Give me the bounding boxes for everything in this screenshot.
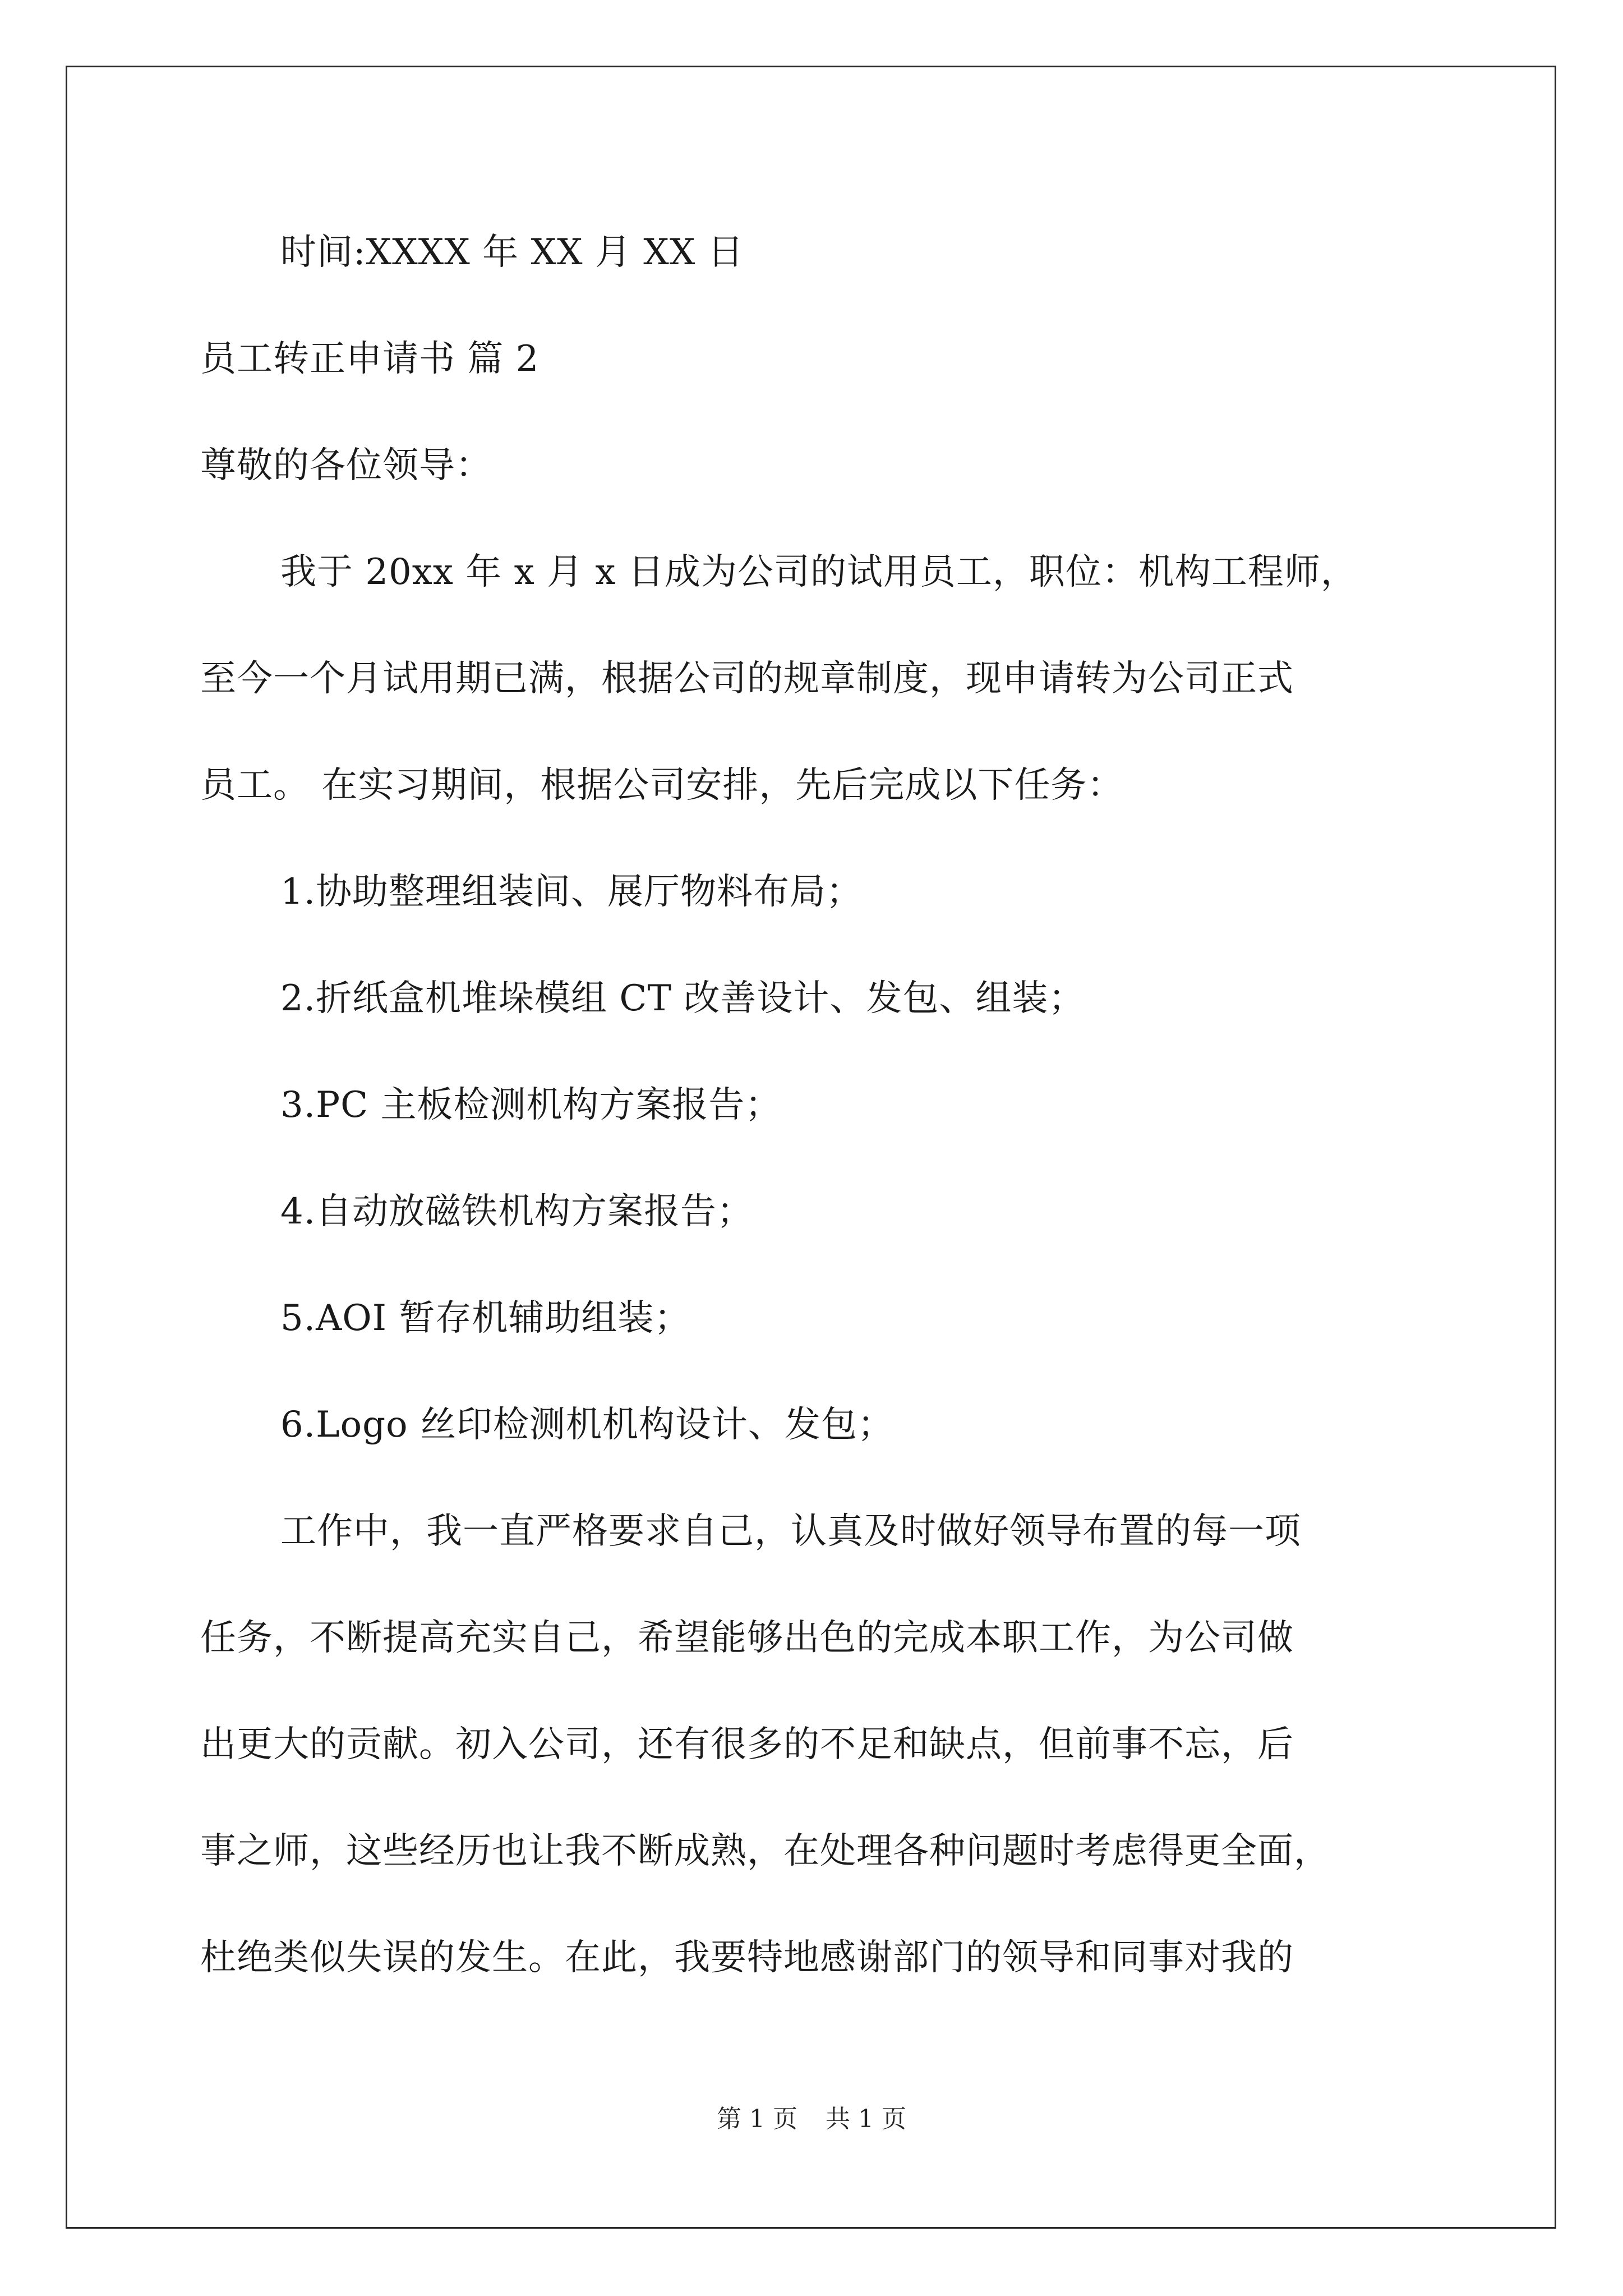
paragraph-line: 出更大的贡献。初入公司，还有很多的不足和缺点，但前事不忘，后 (200, 1724, 1294, 1765)
paragraph-line: 事之师，这些经历也让我不断成熟，在处理各种问题时考虑得更全面， (200, 1830, 1330, 1872)
task-item: 2.折纸盒机堆垛模组 CT 改善设计、发包、组装； (280, 978, 1085, 1019)
task-item: 1.协助整理组装间、展厅物料布局； (280, 871, 863, 913)
task-item: 5.AOI 暂存机辅助组装； (280, 1297, 691, 1339)
document-title: 员工转正申请书 篇 2 (200, 338, 540, 380)
salutation: 尊敬的各位领导： (200, 445, 492, 486)
page-border (66, 66, 1556, 2229)
task-item: 3.PC 主板检测机构方案报告； (280, 1084, 782, 1126)
paragraph-line: 我于 20xx 年 x 月 x 日成为公司的试用员工，职位：机构工程师， (280, 551, 1357, 593)
page-footer (0, 2104, 1623, 2135)
task-item: 4.自动放磁铁机构方案报告； (280, 1191, 754, 1232)
paragraph-line: 员工。 在实习期间，根据公司安排，先后完成以下任务： (200, 765, 1124, 806)
paragraph-line: 至今一个月试用期已满，根据公司的规章制度，现申请转为公司正式 (200, 658, 1294, 700)
paragraph-line: 任务，不断提高充实自己，希望能够出色的完成本职工作，为公司做 (200, 1617, 1294, 1659)
paragraph-line: 杜绝类似失误的发生。在此，我要特地感谢部门的领导和同事对我的 (200, 1937, 1294, 1978)
date-line: 时间:XXXX 年 XX 月 XX 日 (280, 232, 744, 273)
task-item: 6.Logo 丝印检测机机构设计、发包； (280, 1404, 894, 1446)
paragraph-line: 工作中，我一直严格要求自己，认真及时做好领导布置的每一项 (280, 1511, 1301, 1552)
page-number: 第 1 页 (717, 2105, 797, 2133)
page-total: 共 1 页 (826, 2105, 906, 2133)
